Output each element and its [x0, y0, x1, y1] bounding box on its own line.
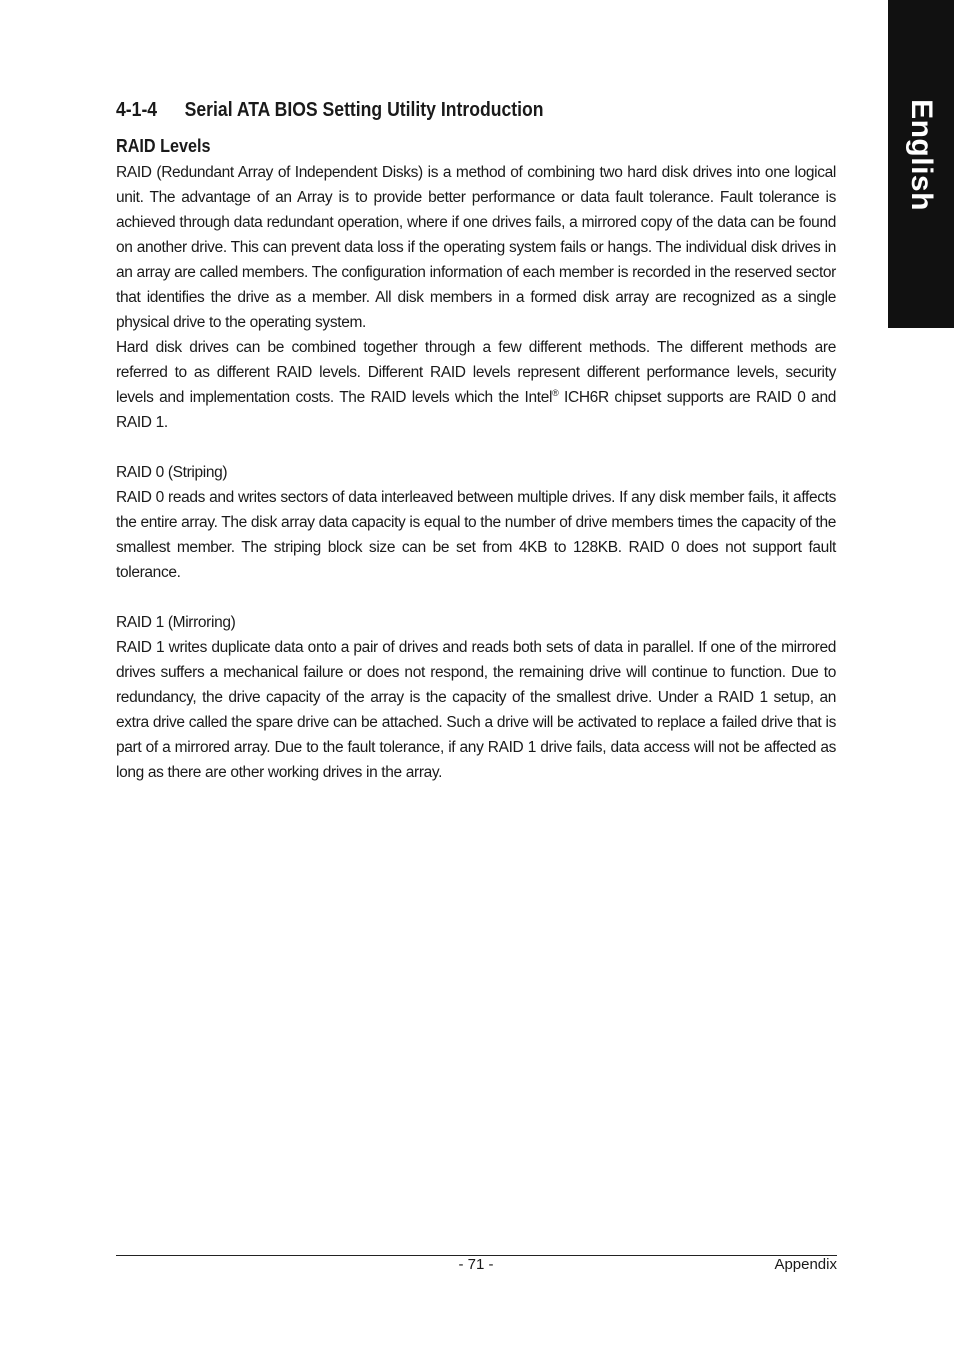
main-content	[116, 96, 836, 785]
raid-levels-heading: RAID Levels	[116, 136, 211, 156]
language-tab-label-box	[888, 0, 954, 328]
footer-section-label: Appendix	[774, 1256, 837, 1273]
raid1-paragraph: RAID 1 writes duplicate data onto a pair of drives and reads both sets of data in parallel. If one of the mirrored drives suffers a mechanical failure or does not respond, the remaining drive will continue to function. Due to redundancy, the drive capacity of the array is the capacity of the smallest drive. Under a RAID 1 setup, an extra drive called the spare drive can be attached. Such a drive will be activated to replace a failed drive that is part of a mirrored array. Due to the fault tolerance, if any RAID 1 drive fails, data access will not be affected as long as there are other working drives in the array.	[116, 639, 836, 781]
page-number: - 71 -	[458, 1256, 494, 1273]
section-number: 4-1-4	[116, 99, 158, 121]
paragraph-spacer	[116, 585, 836, 610]
paragraph-spacer	[116, 435, 836, 460]
language-tab-label: English	[905, 99, 938, 211]
raid-methods-paragraph	[116, 335, 836, 435]
registered-trademark-mark: ®	[552, 387, 559, 398]
raid0-heading: RAID 0 (Striping)	[116, 464, 228, 481]
language-side-tab	[888, 0, 954, 328]
section-title	[116, 96, 750, 124]
raid1-heading: RAID 1 (Mirroring)	[116, 614, 236, 631]
raid-intro-paragraph: RAID (Redundant Array of Independent Disks) is a method of combining two hard disk drives into one logical unit. The advantage of an Array is to provide better performance or data fault tolerance. Fault tolerance is achieved through data redundant operation, where if one drives fails, a mirrored copy of the data can be found on another drive. This can prevent data loss if the operating system fails or hangs. The individual disk drives in an array are called members. The configuration information of each member is recorded in the reserved sector that identifies the drive as a member. All disk members in a formed disk array are recognized as a single physical drive to the operating system.	[116, 164, 836, 331]
raid-methods-text-start: Hard disk drives can be combined together through a few different methods. The different methods are referred to as different RAID levels. Different RAID levels represent different performance levels, security levels and implementation costs. The RAID levels which the Intel	[116, 339, 836, 406]
raid-methods-text-end: ICH6R chipset supports are RAID 0 and RAID 1.	[116, 389, 836, 431]
section-title-text: Serial ATA BIOS Setting Utility Introduction	[184, 99, 544, 121]
raid0-paragraph: RAID 0 reads and writes sectors of data interleaved between multiple drives. If any disk member fails, it affects the entire array. The disk array data capacity is equal to the number of drive members times the capacity of the smallest member. The striping block size can be set from 4KB to 128KB. RAID 0 does not support fault tolerance.	[116, 489, 836, 581]
